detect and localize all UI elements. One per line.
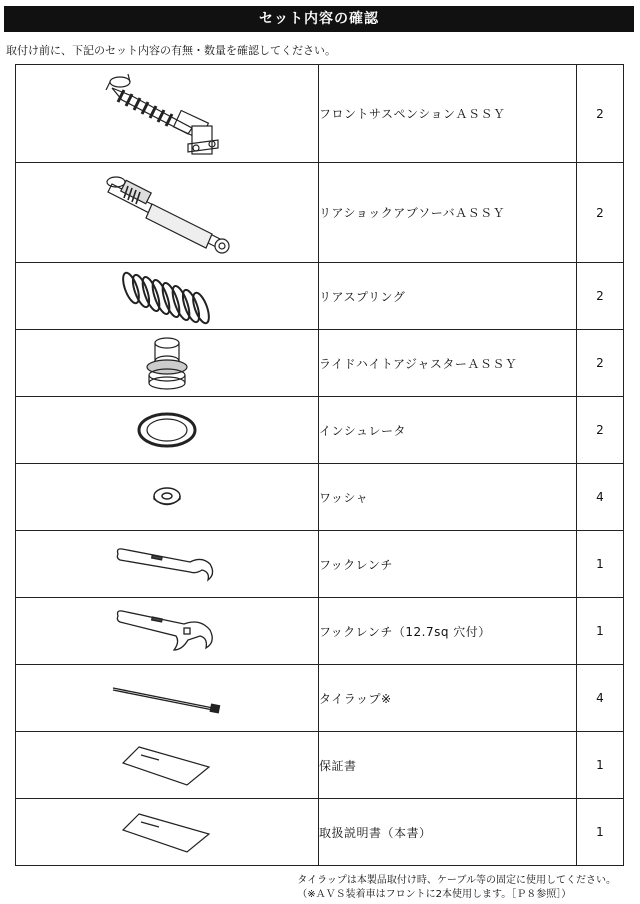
item-qty: 1 (577, 531, 624, 598)
cable-tie-icon (107, 678, 227, 718)
footnote-line-1: タイラップは本製品取付け時、ケーブル等の固定に使用してください。 (297, 875, 616, 886)
item-qty: 1 (577, 732, 624, 799)
rear-spring-icon (117, 266, 217, 326)
item-qty: 4 (577, 665, 624, 732)
item-name: タイラップ※ (319, 665, 577, 732)
footnote (297, 874, 616, 902)
item-name: フロントサスペンションＡＳＳＹ (319, 65, 577, 163)
item-qty: 2 (577, 397, 624, 464)
hook-wrench-icon (112, 544, 222, 584)
washer-icon (147, 482, 187, 512)
item-name: 保証書 (319, 732, 577, 799)
contents-table (15, 64, 624, 866)
item-name: 取扱説明書（本書） (319, 799, 577, 866)
item-qty: 2 (577, 65, 624, 163)
rear-shock-icon (92, 168, 242, 258)
table-row (16, 799, 624, 866)
table-row (16, 531, 624, 598)
ride-height-adjuster-icon (137, 333, 197, 393)
manual-icon (117, 810, 217, 854)
hook-wrench-hole-icon (112, 606, 222, 656)
table-row (16, 598, 624, 665)
item-name: リアスプリング (319, 263, 577, 330)
item-name: リアショックアブソーバＡＳＳＹ (319, 163, 577, 263)
item-qty: 2 (577, 263, 624, 330)
item-qty: 1 (577, 799, 624, 866)
table-row (16, 263, 624, 330)
item-name: ライドハイトアジャスターＡＳＳＹ (319, 330, 577, 397)
table-row (16, 163, 624, 263)
item-name: フックレンチ（12.7sq 穴付） (319, 598, 577, 665)
table-row (16, 732, 624, 799)
warranty-card-icon (117, 743, 217, 787)
table-row (16, 397, 624, 464)
item-qty: 2 (577, 330, 624, 397)
table-row (16, 464, 624, 531)
item-name: インシュレータ (319, 397, 577, 464)
intro-text: 取付け前に、下記のセット内容の有無・数量を確認してください。 (6, 44, 336, 57)
section-title: セット内容の確認 (4, 6, 634, 32)
item-qty: 1 (577, 598, 624, 665)
item-name: ワッシャ (319, 464, 577, 531)
table-row (16, 65, 624, 163)
footnote-line-2: （※ＡＶＳ装着車はフロントに2本使用します。［Ｐ８参照］） (297, 889, 572, 900)
table-row (16, 330, 624, 397)
table-row (16, 665, 624, 732)
item-qty: 4 (577, 464, 624, 531)
front-suspension-icon (92, 68, 242, 160)
item-qty: 2 (577, 163, 624, 263)
item-name: フックレンチ (319, 531, 577, 598)
insulator-icon (132, 408, 202, 452)
